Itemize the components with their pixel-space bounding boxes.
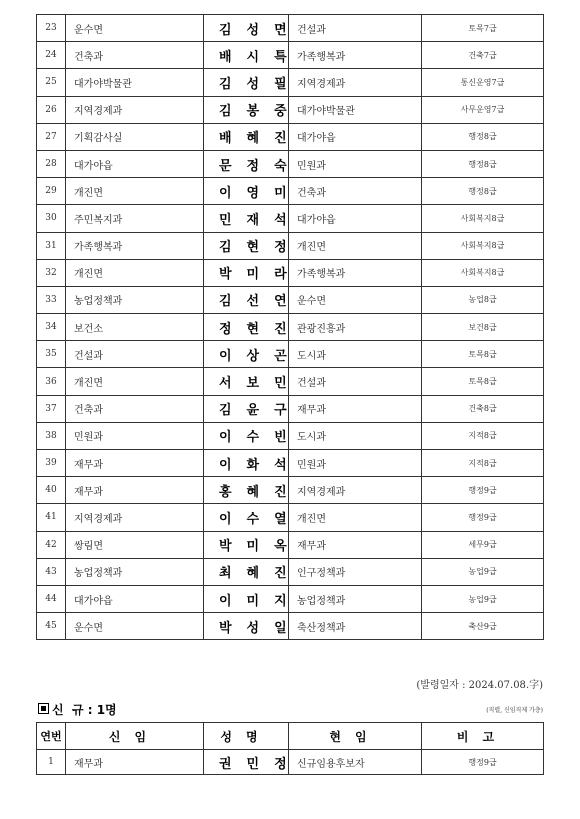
row-remarks: 행정9급 [422,750,544,775]
row-number: 44 [37,585,66,612]
row-new-post: 운수면 [66,15,204,42]
row-number: 36 [37,368,66,395]
row-name: 김성면 [204,15,289,42]
issue-date-note: (발령일자 : 2024.07.08.字) [416,680,543,691]
row-number: 33 [37,286,66,313]
row-remarks: 토목7급 [422,15,544,42]
row-remarks: 사회복지8급 [422,205,544,232]
row-number: 1 [37,750,66,775]
row-name: 이영미 [204,178,289,205]
row-current-post: 운수면 [289,286,422,313]
row-current-post: 재무과 [289,395,422,422]
row-current-post: 건설과 [289,368,422,395]
row-name: 정현진 [204,314,289,341]
row-new-post: 개진면 [66,178,204,205]
row-remarks: 토목8급 [422,368,544,395]
row-name: 이상곤 [204,341,289,368]
row-new-post: 주민복지과 [66,205,204,232]
table-row [37,341,544,368]
row-current-post: 관광진흥과 [289,314,422,341]
row-number: 24 [37,42,66,69]
row-remarks: 행정8급 [422,123,544,150]
row-current-post: 개진면 [289,232,422,259]
row-name: 김윤구 [204,395,289,422]
table-row [37,368,544,395]
row-current-post: 대가야박물관 [289,96,422,123]
row-current-post: 신규임용후보자 [289,750,422,775]
table-row [37,69,544,96]
row-number: 45 [37,613,66,640]
table-row [37,286,544,313]
table-row [37,422,544,449]
row-number: 23 [37,15,66,42]
table-row [37,123,544,150]
row-name: 배혜진 [204,123,289,150]
row-new-post: 개진면 [66,259,204,286]
row-name: 김현정 [204,232,289,259]
row-new-post: 재무과 [66,450,204,477]
row-number: 42 [37,531,66,558]
row-number: 32 [37,259,66,286]
row-new-post: 재무과 [66,750,204,775]
new-hire-table [36,722,544,775]
header-current-post: 현임 [289,723,422,750]
table-row [37,531,544,558]
row-number: 35 [37,341,66,368]
row-number: 31 [37,232,66,259]
row-name: 홍혜진 [204,477,289,504]
row-new-post: 대가야박물관 [66,69,204,96]
row-remarks: 축산9급 [422,613,544,640]
row-number: 26 [37,96,66,123]
row-number: 37 [37,395,66,422]
table-row [37,150,544,177]
row-remarks: 행정8급 [422,150,544,177]
row-number: 41 [37,504,66,531]
row-new-post: 가족행복과 [66,232,204,259]
row-number: 34 [37,314,66,341]
row-new-post: 재무과 [66,477,204,504]
row-name: 권민정 [204,750,289,775]
row-number: 28 [37,150,66,177]
header-new-post: 신임 [66,723,204,750]
table-row [37,42,544,69]
row-current-post: 도시과 [289,341,422,368]
row-number: 40 [37,477,66,504]
table-row [37,259,544,286]
row-remarks: 토목8급 [422,341,544,368]
row-current-post: 대가야읍 [289,205,422,232]
row-name: 서보민 [204,368,289,395]
table-row [37,504,544,531]
row-current-post: 축산정책과 [289,613,422,640]
row-current-post: 대가야읍 [289,123,422,150]
row-new-post: 건축과 [66,395,204,422]
row-current-post: 건설과 [289,15,422,42]
table-row [37,558,544,585]
row-remarks: 행정9급 [422,477,544,504]
row-remarks: 지적8급 [422,450,544,477]
row-remarks: 건축7급 [422,42,544,69]
row-remarks: 농업8급 [422,286,544,313]
new-hire-section-title [38,701,117,718]
table-row [37,395,544,422]
row-remarks: 보건8급 [422,314,544,341]
row-name: 박성일 [204,613,289,640]
row-new-post: 기획감사실 [66,123,204,150]
row-new-post: 지역경제과 [66,96,204,123]
row-current-post: 민원과 [289,450,422,477]
row-remarks: 행정9급 [422,504,544,531]
row-remarks: 건축8급 [422,395,544,422]
row-new-post: 운수면 [66,613,204,640]
row-remarks: 행정8급 [422,178,544,205]
header-remarks: 비고 [422,723,544,750]
row-current-post: 가족행복과 [289,42,422,69]
row-name: 김성필 [204,69,289,96]
table-row [37,314,544,341]
row-name: 이화석 [204,450,289,477]
row-new-post: 지역경제과 [66,504,204,531]
row-number: 25 [37,69,66,96]
row-remarks: 세무9급 [422,531,544,558]
table-row [37,205,544,232]
row-remarks: 사회복지8급 [422,232,544,259]
row-remarks: 농업9급 [422,558,544,585]
row-number: 30 [37,205,66,232]
table-row [37,178,544,205]
row-new-post: 민원과 [66,422,204,449]
row-current-post: 건축과 [289,178,422,205]
row-number: 43 [37,558,66,585]
row-current-post: 가족행복과 [289,259,422,286]
row-number: 29 [37,178,66,205]
row-new-post: 건설과 [66,341,204,368]
table-row [37,477,544,504]
row-name: 박미옥 [204,531,289,558]
row-remarks: 농업9급 [422,585,544,612]
row-current-post: 농업정책과 [289,585,422,612]
new-hire-row [37,750,544,775]
row-name: 민재석 [204,205,289,232]
row-current-post: 재무과 [289,531,422,558]
row-name: 문정숙 [204,150,289,177]
row-new-post: 대가야읍 [66,585,204,612]
row-new-post: 쌍림면 [66,531,204,558]
table-row [37,613,544,640]
row-name: 이수빈 [204,422,289,449]
row-remarks: 지적8급 [422,422,544,449]
table-row [37,585,544,612]
row-new-post: 건축과 [66,42,204,69]
table-row [37,232,544,259]
new-hire-section-label: 신 규 : 1명 [52,703,117,717]
row-name: 김봉중 [204,96,289,123]
row-remarks: 사회복지8급 [422,259,544,286]
row-current-post: 지역경제과 [289,69,422,96]
row-remarks: 사무운영7급 [422,96,544,123]
transfer-table [36,14,544,640]
row-new-post: 보건소 [66,314,204,341]
table-row [37,15,544,42]
row-current-post: 민원과 [289,150,422,177]
row-current-post: 지역경제과 [289,477,422,504]
table-row [37,450,544,477]
row-name: 이수열 [204,504,289,531]
row-name: 박미라 [204,259,289,286]
row-new-post: 농업정책과 [66,286,204,313]
new-hire-header-row [37,723,544,750]
row-new-post: 개진면 [66,368,204,395]
header-name: 성명 [204,723,289,750]
row-new-post: 농업정책과 [66,558,204,585]
row-current-post: 인구정책과 [289,558,422,585]
row-name: 이미지 [204,585,289,612]
row-current-post: 개진면 [289,504,422,531]
square-bullet-icon [38,703,49,714]
row-name: 최혜진 [204,558,289,585]
row-new-post: 대가야읍 [66,150,204,177]
row-number: 27 [37,123,66,150]
row-name: 김선연 [204,286,289,313]
row-name: 배시특 [204,42,289,69]
header-number: 연번 [37,723,66,750]
row-remarks: 통신운영7급 [422,69,544,96]
row-number: 38 [37,422,66,449]
row-number: 39 [37,450,66,477]
new-hire-section-note: (직렬, 신임직제 가층) [486,707,543,714]
transfer-table-body [37,15,544,640]
row-current-post: 도시과 [289,422,422,449]
table-row [37,96,544,123]
